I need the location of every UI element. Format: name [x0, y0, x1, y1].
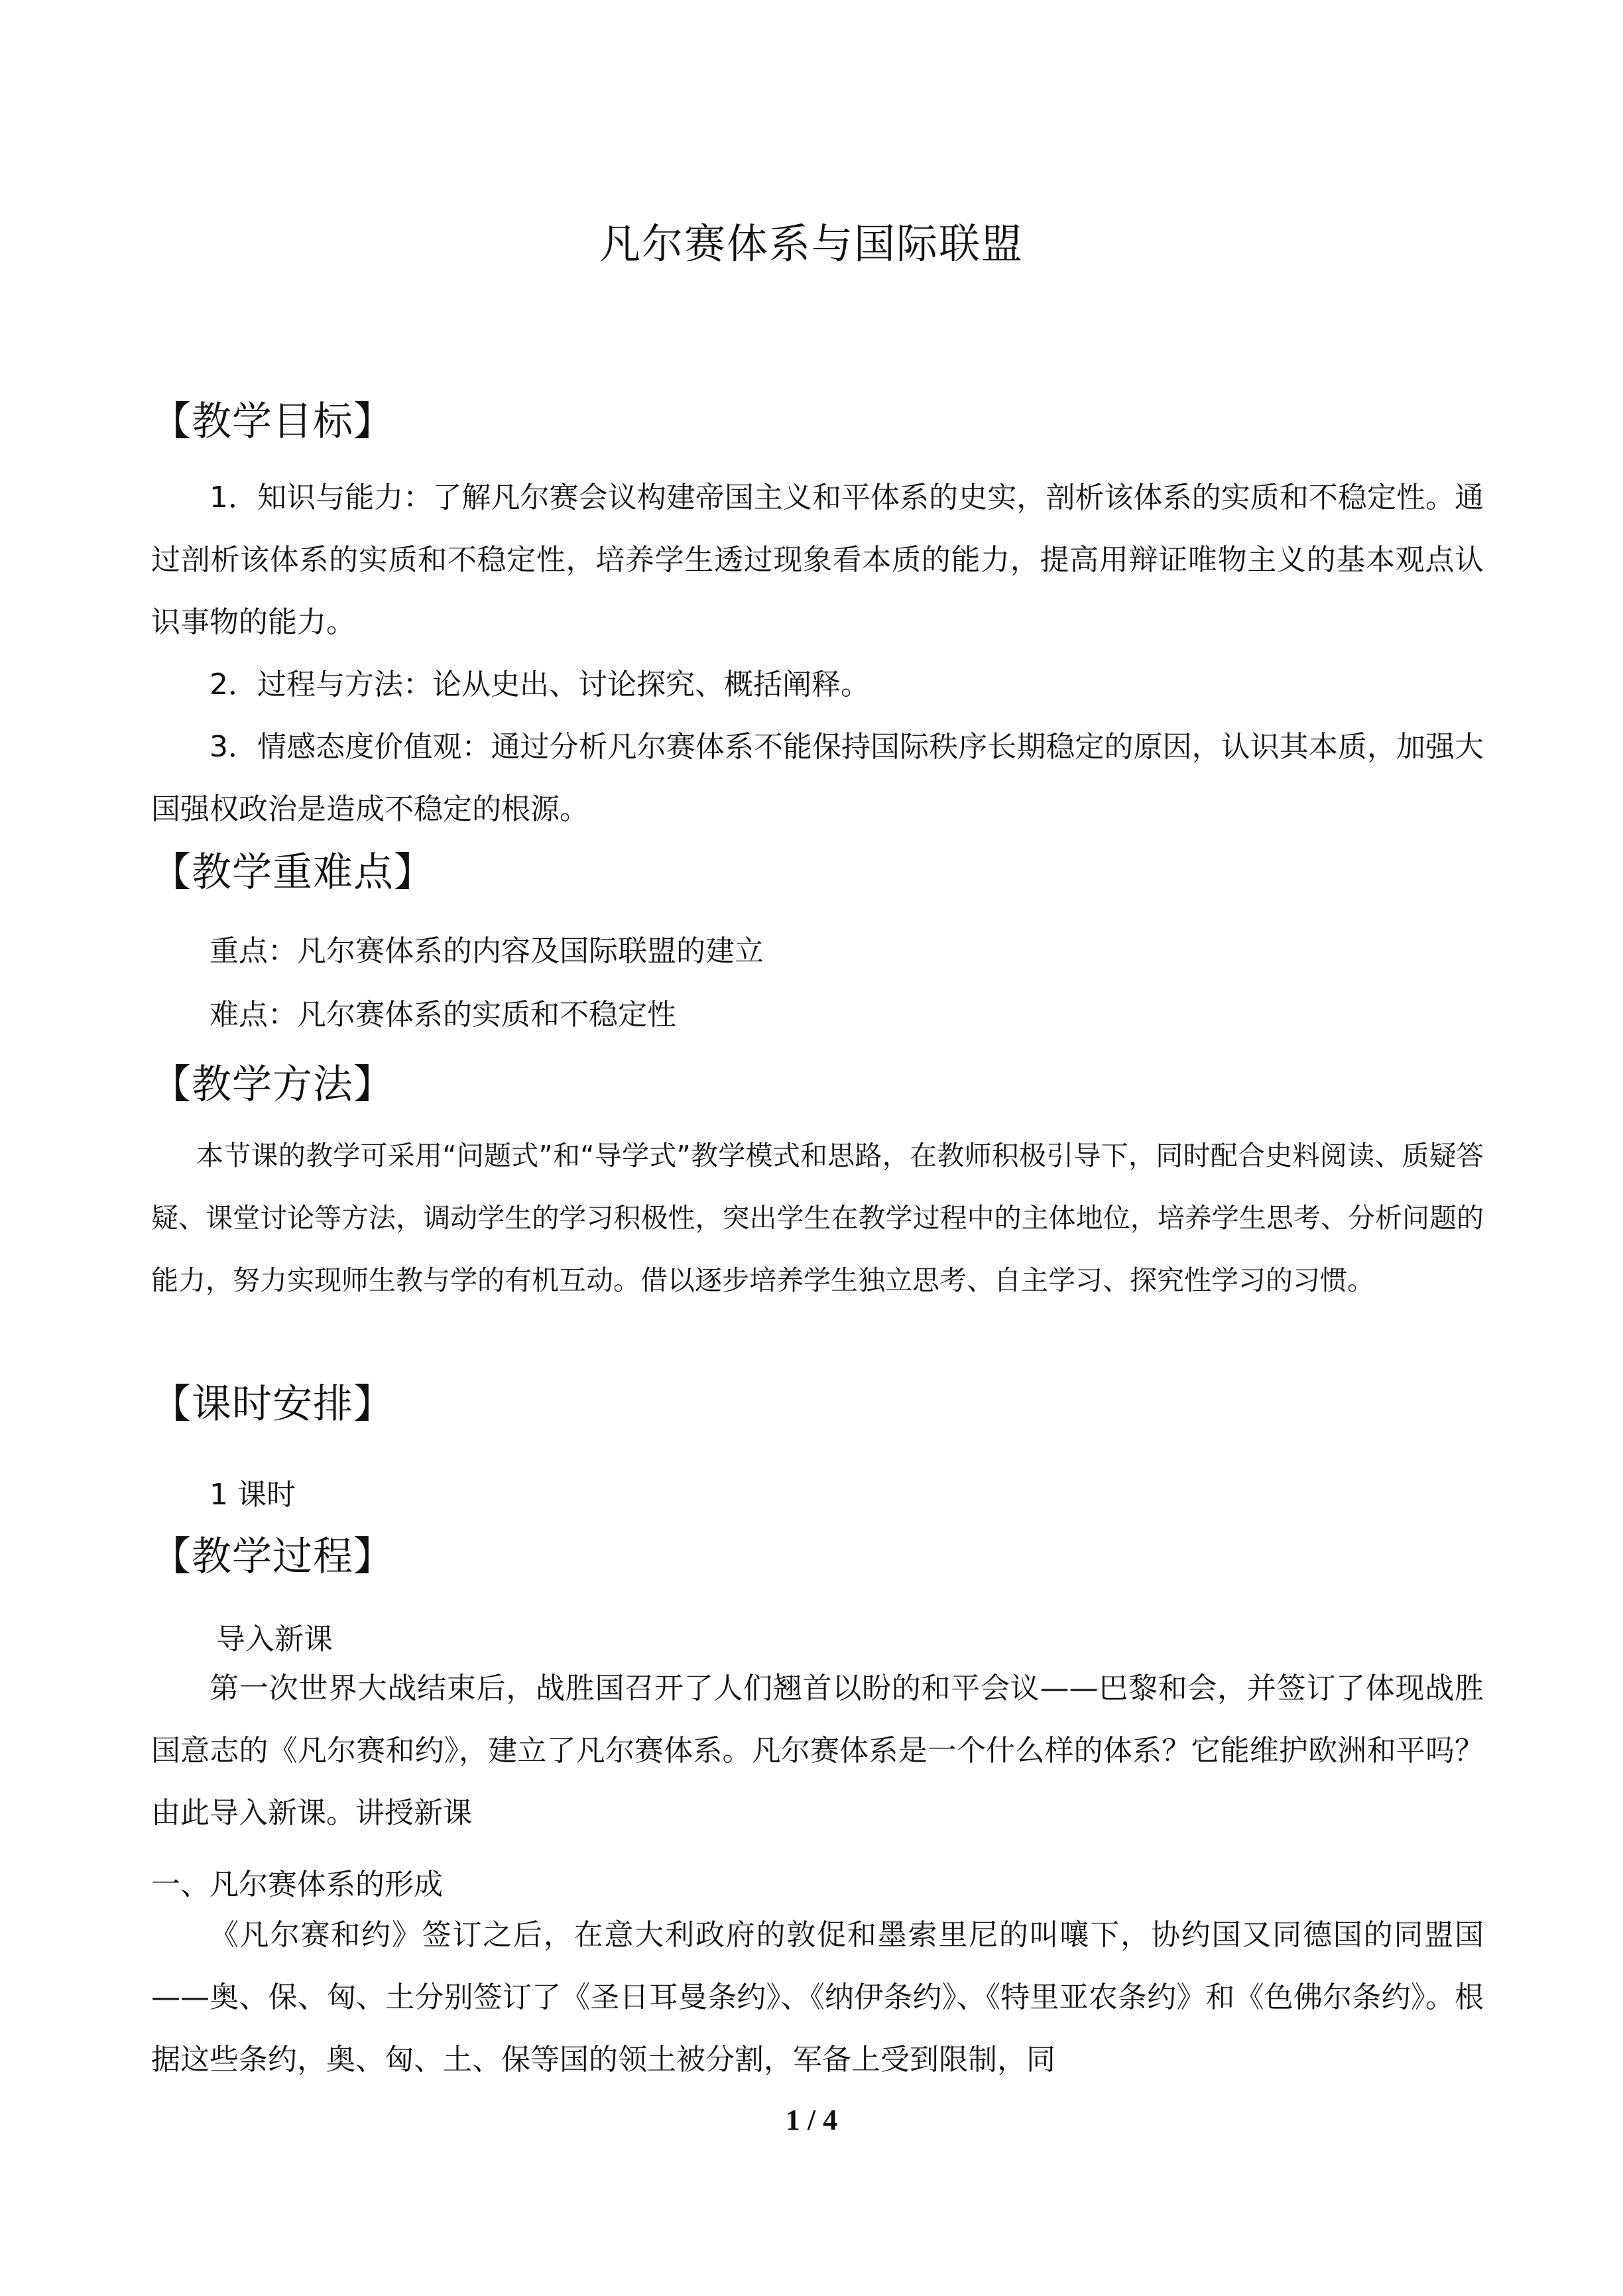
objective-item-1: 1．知识与能力：了解凡尔赛会议构建帝国主义和平体系的史实，剖析该体系的实质和不稳定性。通过剖析该体系的实质和不稳定性，培养学生透过现象看本质的能力，提高用辩证唯物主义的基本观点认识事物的能力。	[151, 481, 1484, 639]
document-title: 凡尔赛体系与国际联盟	[599, 219, 1024, 268]
heading-process: 【教学过程】	[151, 1534, 394, 1580]
methods-text: 本节课的教学可采用“问题式”和“导学式”教学模式和思路，在教师积极引导下，同时配合史料阅读、质疑答疑、课堂讨论等方法，调动学生的学习积极性，突出学生在教学过程中的主体地位，培养学生思考、分析问题的能力，努力实现师生教与学的有机互动。借以逐步培养学生独立思考、自主学习、探究性学习的习惯。	[151, 1140, 1484, 1296]
heading-objectives: 【教学目标】	[151, 398, 394, 445]
part1-text: 《凡尔赛和约》签订之后，在意大利政府的敦促和墨索里尼的叫嚷下，协约国又同德国的同盟国——奥、保、匈、土分别签订了《圣日耳曼条约》、《纳伊条约》、《特里亚农条约》和《色佛尔条约》。根据这些条约，奥、匈、土、保等国的领土被分割，军备上受到限制，同	[151, 1918, 1484, 2077]
intro-text: 第一次世界大战结束后，战胜国召开了人们翘首以盼的和平会议——巴黎和会，并签订了体现战胜国意志的《凡尔赛和约》，建立了凡尔赛体系。凡尔赛体系是一个什么样的体系？它能维护欧洲和平吗？由此导入新课。讲授新课	[151, 1671, 1484, 1830]
heading-methods: 【教学方法】	[151, 1061, 394, 1108]
schedule-text: 1 课时	[210, 1478, 296, 1512]
intro-label: 导入新课	[216, 1622, 333, 1656]
heading-key-points: 【教学重难点】	[151, 849, 434, 896]
key-point-difficulty: 难点：凡尔赛体系的实质和不稳定性	[210, 998, 676, 1032]
heading-schedule: 【课时安排】	[151, 1381, 394, 1427]
key-point-focus: 重点：凡尔赛体系的内容及国际联盟的建立	[210, 934, 764, 968]
part1-title: 一、凡尔赛体系的形成	[151, 1868, 443, 1902]
page-number: 1 / 4	[785, 2104, 838, 2136]
objective-item-2: 2．过程与方法：论从史出、讨论探究、概括阐释。	[210, 668, 870, 701]
objective-item-3: 3．情感态度价值观：通过分析凡尔赛体系不能保持国际秩序长期稳定的原因，认识其本质，加强大国强权政治是造成不稳定的根源。	[151, 730, 1484, 826]
